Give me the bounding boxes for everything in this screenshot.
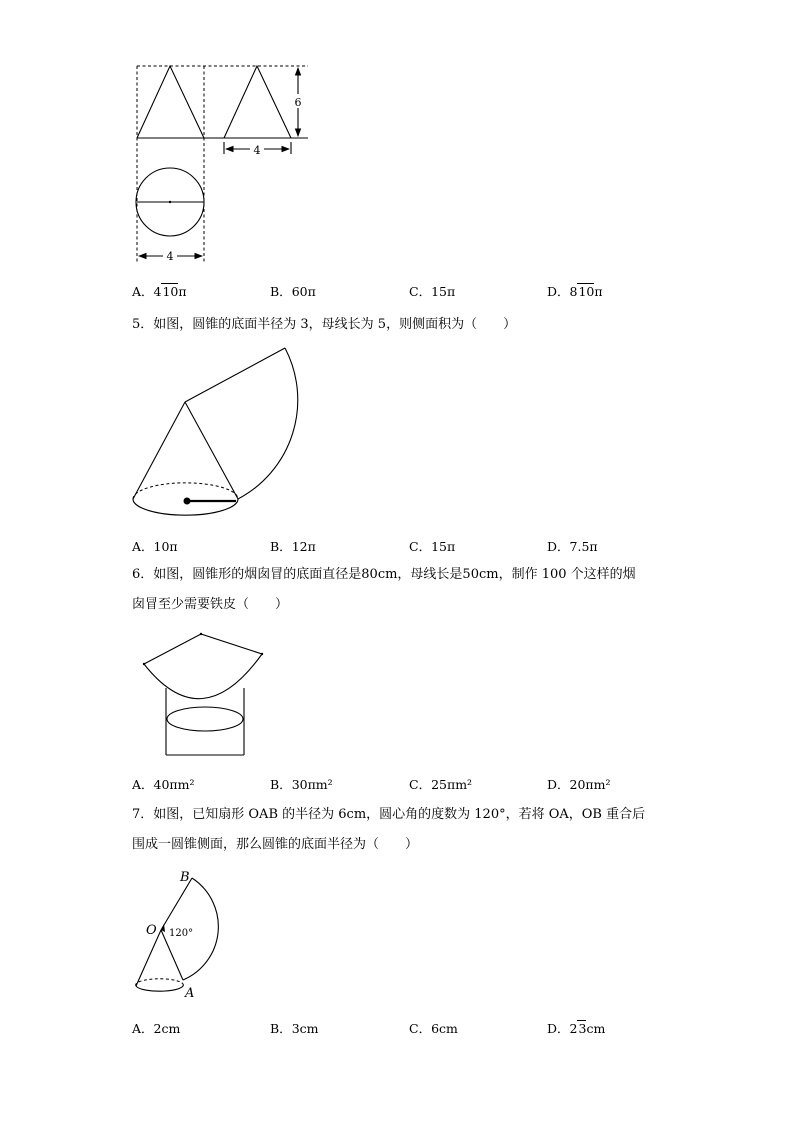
q5-option-c[interactable]: C．15π [409,539,456,554]
q6-stem-line-2: 囱冒至少需要铁皮（ ） [132,597,289,612]
diameter-label: 4 [166,250,174,263]
sector-figure [130,866,230,1000]
side-view-triangle [224,66,291,138]
q6-option-b[interactable]: B．30πm² [270,777,333,792]
q5-option-a[interactable]: A．10π [132,539,178,554]
sqrt-radicand: 3 [578,1021,587,1036]
sqrt-radicand: 10 [578,284,595,299]
q5-stem: 5．如图，圆锥的底面半径为 3，母线长为 5，则侧面积为（ ） [132,317,517,332]
q6-options [132,775,692,793]
q7-option-c[interactable]: C．6cm [409,1021,458,1036]
q4-option-a[interactable]: A．410π [132,284,187,299]
q4-options [132,282,692,300]
angle-label: 120° [169,928,194,939]
cone-unfold-figure [128,344,308,524]
q6-option-c[interactable]: C．25πm² [409,777,473,792]
q6-option-a[interactable]: A．40πm² [132,777,195,792]
q5-options [132,537,692,555]
q6-option-d[interactable]: D．20πm² [547,777,611,792]
q7-option-a[interactable]: A．2cm [132,1021,181,1036]
question-6 [132,560,672,620]
q7-options [132,1019,692,1037]
label-a: A [185,986,195,1001]
question-5 [132,310,672,340]
q5-option-d[interactable]: D．7.5π [547,539,598,554]
q7-option-b[interactable]: B．3cm [270,1021,319,1036]
q7-stem-line-1: 7．如图，已知扇形 OAB 的半径为 6cm，圆心角的度数为 120°，若将 OA，OB 重合后 [132,807,646,822]
q4-option-b[interactable]: B．60π [270,284,316,299]
sqrt-radicand: 10 [162,284,179,299]
q4-option-c[interactable]: C．15π [409,284,456,299]
q4-option-d[interactable]: D．810π [547,284,603,299]
q7-option-d[interactable]: D．23cm [547,1021,606,1036]
q7-stem-line-2: 围成一圆锥侧面，那么圆锥的底面半径为（ ） [132,837,419,852]
three-view-figure [128,60,318,268]
height-label: 6 [294,96,302,109]
front-view-triangle [137,66,204,138]
question-7 [132,800,672,860]
label-b: B [180,870,190,885]
chimney-cap-figure [140,630,270,760]
side-width-label: 4 [253,144,261,157]
label-o: O [146,923,157,938]
q6-stem-line-1: 6．如图，圆锥形的烟囱冒的底面直径是80cm，母线长是50cm，制作 100 个这样的烟 [132,567,636,582]
q5-option-b[interactable]: B．12π [270,539,316,554]
